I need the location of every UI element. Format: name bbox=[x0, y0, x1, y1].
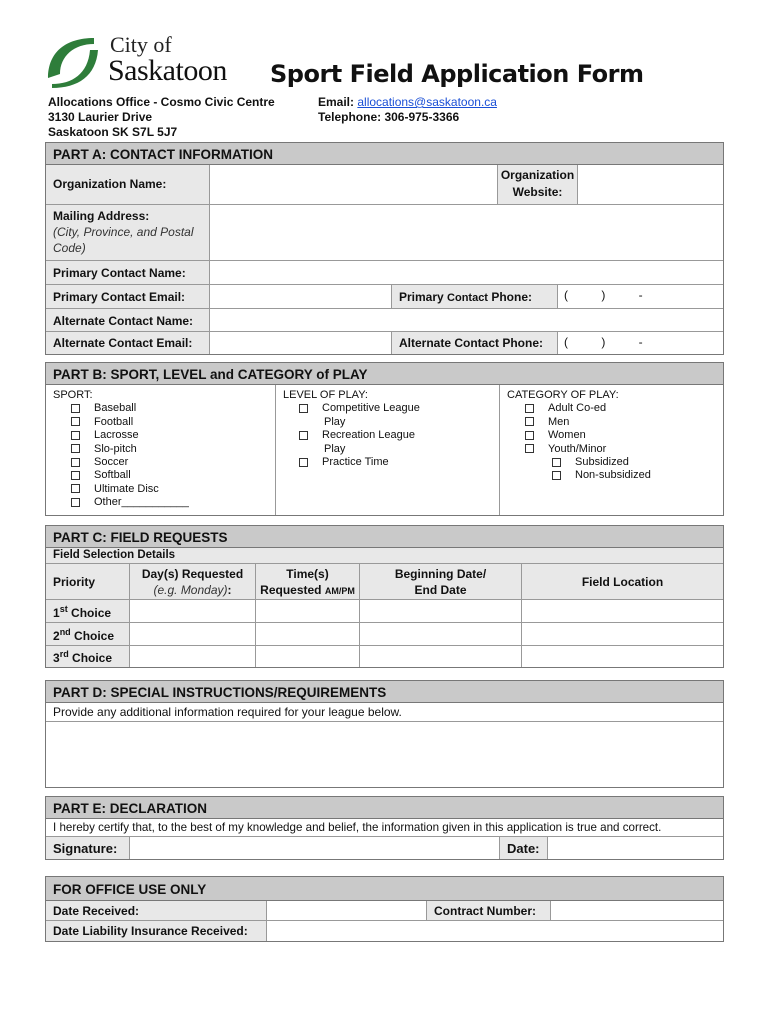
choice-2-dates[interactable] bbox=[360, 623, 522, 646]
checkbox[interactable] bbox=[525, 431, 534, 440]
org-website-label bbox=[498, 165, 578, 205]
city-logo-icon bbox=[44, 34, 100, 90]
category-option: Adult Co-ed bbox=[548, 402, 607, 415]
category-option: Women bbox=[548, 429, 586, 442]
sport-option: Ultimate Disc bbox=[94, 482, 159, 495]
choice-3-label bbox=[46, 646, 130, 667]
choice-3-location[interactable] bbox=[522, 646, 723, 667]
email-link[interactable]: allocations@saskatoon.ca bbox=[357, 95, 497, 109]
primary-phone-label-part: Primary bbox=[399, 290, 448, 304]
field-selection-label: Field Selection Details bbox=[46, 548, 723, 564]
city-logo bbox=[44, 34, 244, 90]
level-option-cont: Play bbox=[324, 442, 346, 455]
email-label: Email: bbox=[318, 95, 358, 109]
logo-name-text: Saskatoon bbox=[108, 54, 227, 87]
level-option: Recreation League bbox=[322, 429, 415, 442]
days-header-line: Day(s) Requested bbox=[141, 567, 244, 581]
sport-option: Slo-pitch bbox=[94, 442, 137, 455]
address-line: Allocations Office - Cosmo Civic Centre bbox=[48, 95, 275, 109]
declaration-text: I hereby certify that, to the best of my knowledge and belief, the information given in this application is true and correct. bbox=[46, 819, 723, 837]
checkbox[interactable] bbox=[71, 444, 80, 453]
times-header-line: Requested bbox=[260, 583, 325, 597]
times-header-line: Time(s) bbox=[286, 567, 329, 581]
part-a-heading: PART A: CONTACT INFORMATION bbox=[46, 143, 723, 165]
part-d-section bbox=[45, 680, 724, 788]
alt-phone-field[interactable]: ( ) - bbox=[558, 332, 723, 354]
sport-column bbox=[46, 385, 276, 515]
primary-phone-label-part: Contact bbox=[447, 292, 488, 304]
choice-sup: st bbox=[59, 604, 68, 614]
insurance-date-label: Date Liability Insurance Received: bbox=[46, 921, 267, 941]
checkbox[interactable] bbox=[71, 471, 80, 480]
insurance-date-field[interactable] bbox=[267, 921, 723, 941]
dates-header-line: Beginning Date/ bbox=[394, 567, 487, 581]
choice-1-dates[interactable] bbox=[360, 600, 522, 623]
checkbox[interactable] bbox=[299, 458, 308, 467]
subcategory-option: Subsidized bbox=[575, 456, 629, 469]
choice-2-label bbox=[46, 623, 130, 646]
choice-num: 2 bbox=[53, 629, 60, 643]
alt-email-field[interactable] bbox=[210, 332, 392, 354]
date-received-field[interactable] bbox=[267, 901, 427, 921]
level-column bbox=[276, 385, 500, 515]
checkbox[interactable] bbox=[525, 444, 534, 453]
checkbox[interactable] bbox=[71, 431, 80, 440]
days-header-hint: (e.g. Monday) bbox=[153, 583, 228, 597]
location-header: Field Location bbox=[522, 564, 723, 600]
mailing-label-text: Mailing Address: bbox=[53, 209, 150, 223]
mailing-address-field[interactable] bbox=[210, 205, 723, 261]
office-use-section bbox=[45, 876, 724, 942]
part-d-instructions: Provide any additional information required for your league below. bbox=[46, 703, 723, 722]
office-contact bbox=[318, 95, 497, 125]
choice-1-times[interactable] bbox=[256, 600, 360, 623]
checkbox[interactable] bbox=[71, 404, 80, 413]
primary-name-field[interactable] bbox=[210, 261, 723, 285]
checkbox[interactable] bbox=[71, 498, 80, 507]
org-name-label: Organization Name: bbox=[46, 165, 210, 205]
part-c-section bbox=[45, 525, 724, 668]
alt-email-label: Alternate Contact Email: bbox=[46, 332, 210, 354]
signature-field[interactable] bbox=[130, 837, 500, 859]
primary-name-label: Primary Contact Name: bbox=[46, 261, 210, 285]
checkbox[interactable] bbox=[552, 458, 561, 467]
choice-num: 1 bbox=[53, 606, 60, 620]
contract-number-field[interactable] bbox=[551, 901, 723, 921]
org-website-label-line: Website: bbox=[512, 185, 563, 199]
sport-option: Football bbox=[94, 415, 134, 428]
address-line: Saskatoon SK S7L 5J7 bbox=[48, 125, 178, 139]
checkbox[interactable] bbox=[71, 417, 80, 426]
priority-header: Priority bbox=[46, 564, 130, 600]
category-label: CATEGORY OF PLAY: bbox=[507, 389, 619, 401]
sport-option: Baseball bbox=[94, 402, 137, 415]
special-instructions-field[interactable] bbox=[46, 722, 723, 787]
level-label: LEVEL OF PLAY: bbox=[283, 389, 368, 401]
logo-city-text: City of bbox=[110, 32, 172, 57]
choice-3-times[interactable] bbox=[256, 646, 360, 667]
checkbox[interactable] bbox=[71, 484, 80, 493]
choice-1-days[interactable] bbox=[130, 600, 256, 623]
dates-header bbox=[360, 564, 522, 600]
address-line: 3130 Laurier Drive bbox=[48, 110, 153, 124]
days-header-colon: : bbox=[227, 583, 232, 597]
choice-sup: rd bbox=[59, 649, 69, 659]
org-website-label-line: Organization bbox=[500, 168, 575, 182]
choice-2-days[interactable] bbox=[130, 623, 256, 646]
subcategory-option: Non-subsidized bbox=[575, 469, 651, 482]
part-c-heading: PART C: FIELD REQUESTS bbox=[46, 526, 723, 548]
form-title: Sport Field Application Form bbox=[270, 60, 644, 88]
contract-number-label: Contract Number: bbox=[427, 901, 551, 921]
choice-1-label bbox=[46, 600, 130, 623]
alt-phone-label: Alternate Contact Phone: bbox=[392, 332, 558, 354]
checkbox[interactable] bbox=[525, 417, 534, 426]
part-e-heading: PART E: DECLARATION bbox=[46, 797, 723, 819]
signature-label: Signature: bbox=[46, 837, 130, 859]
sport-option: Soccer bbox=[94, 456, 129, 469]
primary-phone-label bbox=[392, 285, 558, 309]
choice-3-days[interactable] bbox=[130, 646, 256, 667]
date-received-label: Date Received: bbox=[46, 901, 267, 921]
checkbox[interactable] bbox=[552, 471, 561, 480]
office-address bbox=[48, 95, 275, 140]
choice-2-times[interactable] bbox=[256, 623, 360, 646]
primary-email-label: Primary Contact Email: bbox=[46, 285, 210, 309]
level-option: Practice Time bbox=[322, 456, 389, 469]
part-b-heading: PART B: SPORT, LEVEL and CATEGORY of PLAY bbox=[46, 363, 723, 385]
choice-3-dates[interactable] bbox=[360, 646, 522, 667]
part-e-section bbox=[45, 796, 724, 860]
part-a-section bbox=[45, 142, 724, 355]
level-option-cont: Play bbox=[324, 415, 346, 428]
part-d-heading: PART D: SPECIAL INSTRUCTIONS/REQUIREMENTS bbox=[46, 681, 723, 703]
date-field[interactable] bbox=[548, 837, 723, 859]
choice-num: 3 bbox=[53, 651, 60, 665]
dates-header-line: End Date bbox=[414, 583, 467, 597]
primary-phone-field[interactable]: ( ) - bbox=[558, 285, 723, 309]
office-use-heading: FOR OFFICE USE ONLY bbox=[46, 877, 723, 901]
category-column bbox=[500, 385, 723, 515]
checkbox[interactable] bbox=[299, 404, 308, 413]
times-header-ampm: AM/PM bbox=[324, 586, 355, 596]
choice-1-location[interactable] bbox=[522, 600, 723, 623]
choice-sup: nd bbox=[59, 627, 71, 637]
choice-2-location[interactable] bbox=[522, 623, 723, 646]
choice-word: Choice bbox=[68, 651, 113, 665]
sport-option: Lacrosse bbox=[94, 429, 139, 442]
alt-name-label: Alternate Contact Name: bbox=[46, 309, 210, 332]
category-option: Men bbox=[548, 415, 570, 428]
checkbox[interactable] bbox=[299, 431, 308, 440]
sport-label: SPORT: bbox=[53, 389, 93, 401]
checkbox[interactable] bbox=[525, 404, 534, 413]
sport-option: Other___________ bbox=[94, 496, 189, 509]
telephone: Telephone: 306-975-3366 bbox=[318, 110, 460, 124]
mailing-hint: (City, Province, and Postal Code) bbox=[53, 225, 194, 255]
org-website-field[interactable] bbox=[578, 165, 723, 205]
part-b-section bbox=[45, 362, 724, 516]
sport-option: Softball bbox=[94, 469, 131, 482]
date-label: Date: bbox=[500, 837, 548, 859]
checkbox[interactable] bbox=[71, 458, 80, 467]
org-name-field[interactable] bbox=[210, 165, 498, 205]
days-header bbox=[130, 564, 256, 600]
alt-name-field[interactable] bbox=[210, 309, 723, 332]
choice-word: Choice bbox=[67, 606, 112, 620]
primary-phone-label-part: Phone: bbox=[487, 290, 532, 304]
times-header bbox=[256, 564, 360, 600]
mailing-address-label bbox=[46, 205, 210, 261]
primary-email-field[interactable] bbox=[210, 285, 392, 309]
category-option: Youth/Minor bbox=[548, 442, 607, 455]
level-option: Competitive League bbox=[322, 402, 420, 415]
choice-word: Choice bbox=[70, 629, 115, 643]
